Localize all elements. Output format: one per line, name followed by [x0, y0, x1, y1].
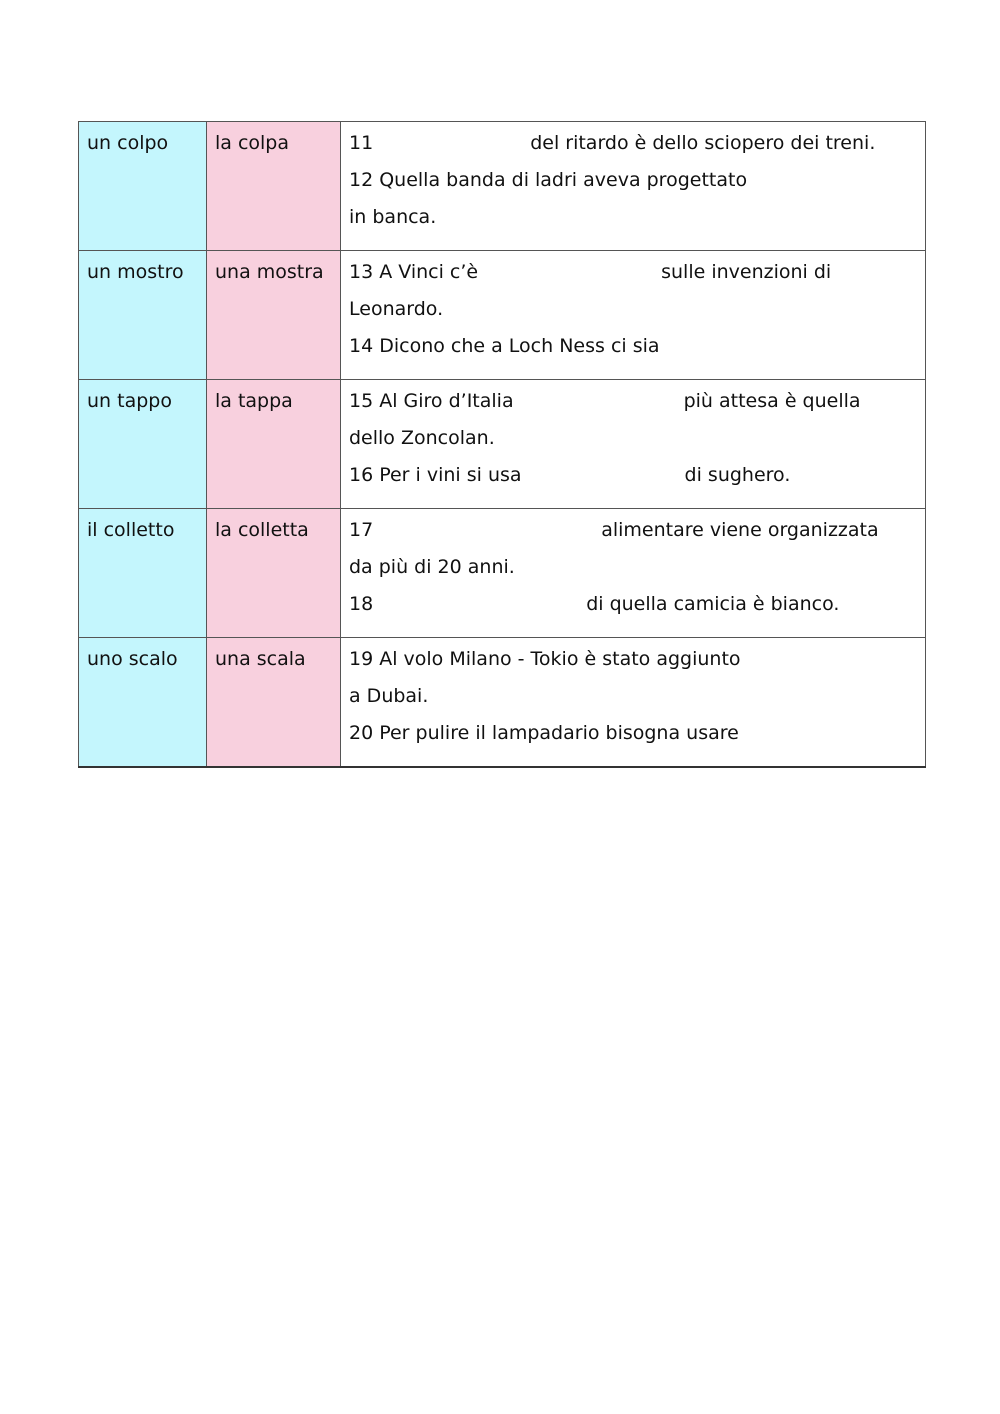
sentence-text: in banca.	[349, 206, 437, 228]
sentence-text: da più di 20 anni.	[349, 556, 515, 578]
sentence-line	[349, 420, 917, 457]
sentence-line	[349, 199, 917, 236]
sentence-text-continued: di quella camicia è bianco.	[586, 593, 840, 615]
sentence-cell	[341, 380, 926, 509]
table-row	[79, 509, 926, 638]
feminine-word-cell	[207, 380, 341, 509]
sentence-text: dello Zoncolan.	[349, 427, 495, 449]
masculine-word-cell	[79, 638, 207, 768]
masculine-word-cell	[79, 380, 207, 509]
sentence-text-continued: più attesa è quella	[683, 390, 861, 412]
sentence-line	[349, 641, 917, 678]
masculine-word-cell	[79, 251, 207, 380]
sentence-text-continued: del ritardo è dello sciopero dei treni.	[530, 132, 876, 154]
feminine-word: una mostra	[215, 261, 324, 283]
sentence-text: 12 Quella banda di ladri aveva progettato	[349, 169, 748, 191]
feminine-word: la colpa	[215, 132, 290, 154]
sentence-line	[349, 125, 917, 162]
masculine-word: uno scalo	[87, 648, 178, 670]
sentence-text: a Dubai.	[349, 685, 429, 707]
sentence-text: 11	[349, 132, 374, 154]
sentence-text: 13 A Vinci c’è	[349, 261, 479, 283]
table-row	[79, 251, 926, 380]
sentence-text: 17	[349, 519, 374, 541]
sentence-text: 20 Per pulire il lampadario bisogna usare	[349, 722, 739, 744]
masculine-word: un mostro	[87, 261, 184, 283]
masculine-word-cell	[79, 122, 207, 251]
feminine-word: una scala	[215, 648, 306, 670]
feminine-word-cell	[207, 509, 341, 638]
sentence-line	[349, 457, 917, 494]
sentence-text: Leonardo.	[349, 298, 444, 320]
sentence-line	[349, 678, 917, 715]
sentence-line	[349, 291, 917, 328]
sentence-text: 14 Dicono che a Loch Ness ci sia	[349, 335, 660, 357]
masculine-word: un colpo	[87, 132, 169, 154]
feminine-word: la tappa	[215, 390, 293, 412]
sentence-cell	[341, 638, 926, 768]
masculine-word: il colletto	[87, 519, 175, 541]
table-row	[79, 638, 926, 768]
sentence-text: 18	[349, 593, 374, 615]
sentence-text: 16 Per i vini si usa	[349, 464, 522, 486]
sentence-line	[349, 715, 917, 752]
table-row	[79, 122, 926, 251]
feminine-word-cell	[207, 638, 341, 768]
sentence-cell	[341, 509, 926, 638]
sentence-line	[349, 586, 917, 623]
feminine-word: la colletta	[215, 519, 309, 541]
masculine-word: un tappo	[87, 390, 172, 412]
sentence-line	[349, 162, 917, 199]
sentence-cell	[341, 251, 926, 380]
masculine-word-cell	[79, 509, 207, 638]
sentence-text-continued: sulle invenzioni di	[661, 261, 832, 283]
table-row	[79, 380, 926, 509]
sentence-text: 15 Al Giro d’Italia	[349, 390, 514, 412]
sentence-line	[349, 254, 917, 291]
sentence-line	[349, 512, 917, 549]
feminine-word-cell	[207, 122, 341, 251]
vocabulary-table	[78, 121, 926, 768]
sentence-text-continued: di sughero.	[684, 464, 791, 486]
sentence-text-continued: alimentare viene organizzata	[601, 519, 879, 541]
sentence-text: 19 Al volo Milano - Tokio è stato aggiunto	[349, 648, 741, 670]
sentence-cell	[341, 122, 926, 251]
feminine-word-cell	[207, 251, 341, 380]
sentence-line	[349, 383, 917, 420]
sentence-line	[349, 328, 917, 365]
sentence-line	[349, 549, 917, 586]
